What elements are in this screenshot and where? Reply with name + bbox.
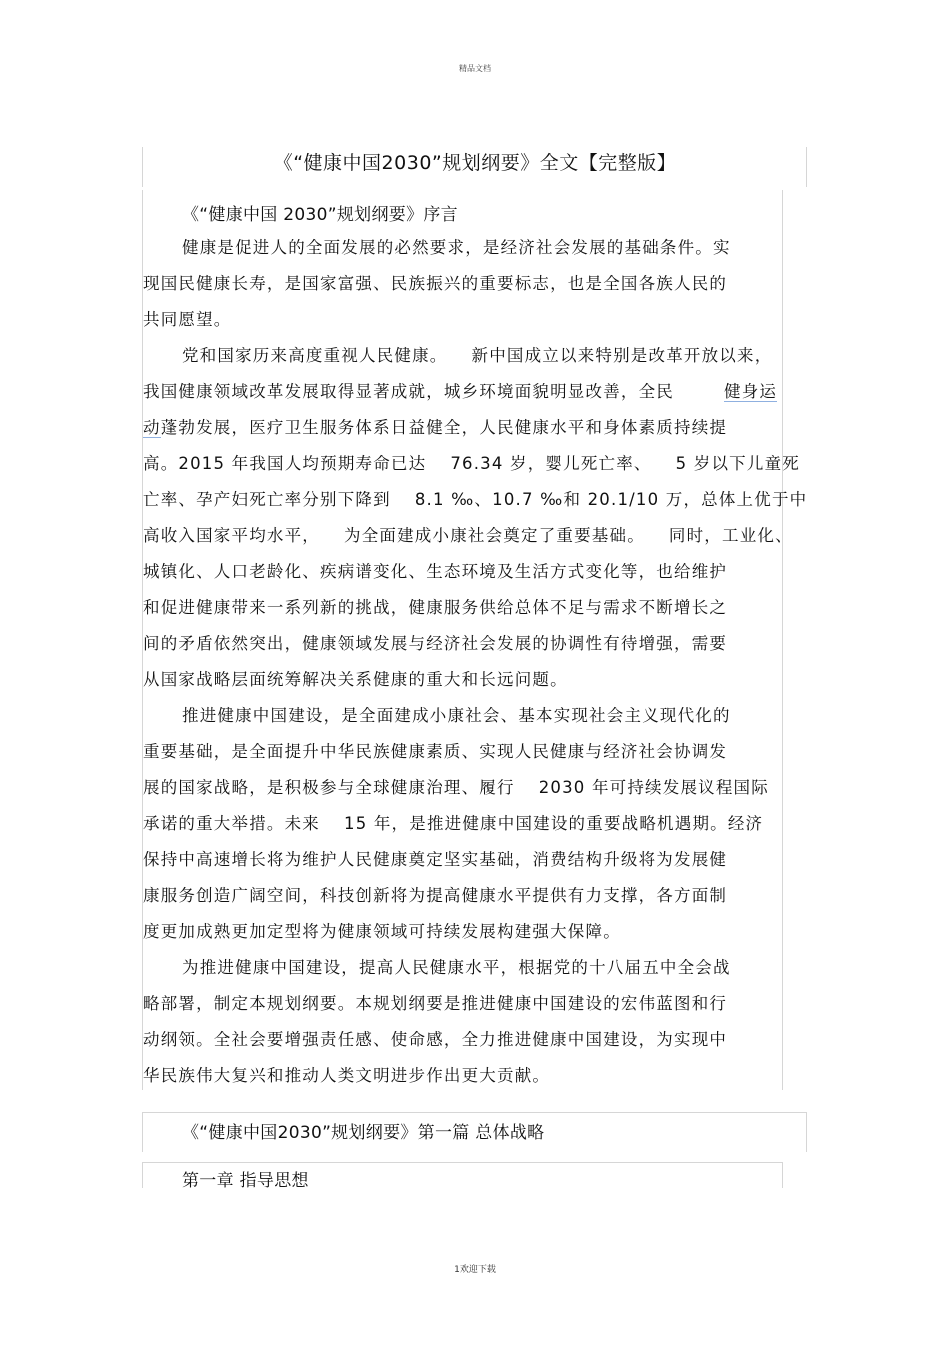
text-line: 略部署，制定本规划纲要。本规划纲要是推进健康中国建设的宏伟蓝图和行 [143,994,728,1013]
text-line: 现国民健康长寿，是国家富强、民族振兴的重要标志，也是全国各族人民的 [143,274,728,293]
border-right-body [782,190,783,1090]
border-top-part [142,1112,807,1113]
text-line: 展的国家战略，是积极参与全球健康治理、履行 2030 年可持续发展议程国际 [143,778,769,797]
text-line: 重要基础，是全面提升中华民族健康素质、实现人民健康与经济社会协调发 [143,742,728,761]
text-line: 城镇化、人口老龄化、疾病谱变化、生态环境及生活方式变化等，也给维护 [143,562,728,581]
text-line: 康服务创造广阔空间，科技创新将为提高健康水平提供有力支撑，各方面制 [143,886,728,905]
text-line: 我国健康领域改革发展取得显著成就，城乡环境面貌明显改善，全民 [143,382,674,401]
link-text[interactable]: 健身运 [724,382,778,401]
text-line: 度更加成熟更加定型将为健康领域可持续发展构建强大保障。 [143,922,621,941]
border-top-chapter [142,1162,782,1163]
part-heading: 《“健康中国2030”规划纲要》第一篇 总体战略 [182,1123,545,1143]
text-line: 推进健康中国建设，是全面建成小康社会、基本实现社会主义现代化的 [182,706,731,725]
text-line: 亡率、孕产妇死亡率分别下降到 8.1 ‰、10.7 ‰和 20.1/10 万，总体上优于中 [143,490,808,509]
footer-page-label: 1欢迎下载 [454,1265,496,1275]
border-left-part [142,1112,143,1152]
text-line: 共同愿望。 [143,310,232,329]
text-line: 间的矛盾依然突出，健康领域发展与经济社会发展的协调性有待增强，需要 [143,634,728,653]
text-line: 华民族伟大复兴和推动人类文明进步作出更大贡献。 [143,1066,551,1085]
text-line: 高。2015 年我国人均预期寿命已达 76.34 岁，婴儿死亡率、 5 岁以下儿童死 [143,454,800,473]
border-right-chapter [782,1162,783,1188]
text-line: 承诺的重大举措。未来 15 年，是推进健康中国建设的重要战略机遇期。经济 [143,814,764,833]
text-line: 保持中高速增长将为维护人民健康奠定坚实基础，消费结构升级将为发展健 [143,850,728,869]
link-text[interactable]: 动 [143,418,161,437]
border-left-chapter [142,1162,143,1188]
text-line: 动蓬勃发展，医疗卫生服务体系日益健全，人民健康水平和身体素质持续提 [143,418,728,437]
text-line: 动纲领。全社会要增强责任感、使命感，全力推进健康中国建设，为实现中 [143,1030,728,1049]
document-title: 《“健康中国2030”规划纲要》全文【完整版】 [273,152,677,174]
chapter-heading: 第一章 指导思想 [182,1171,309,1191]
text-line: 健康是促进人的全面发展的必然要求，是经济社会发展的基础条件。实 [182,238,731,257]
text-line: 从国家战略层面统筹解决关系健康的重大和长远问题。 [143,670,568,689]
text-line: 为推进健康中国建设，提高人民健康水平，根据党的十八届五中全会战 [182,958,731,977]
text-line: 和促进健康带来一系列新的挑战，健康服务供给总体不足与需求不断增长之 [143,598,728,617]
border-right-part [806,1112,807,1152]
preface-heading: 《“健康中国 2030”规划纲要》序言 [182,205,458,225]
header-watermark: 精品文档 [459,64,491,73]
text-line: 高收入国家平均水平， 为全面建成小康社会奠定了重要基础。 同时，工业化、 [143,526,793,545]
text-line: 党和国家历来高度重视人民健康。 新中国成立以来特别是改革开放以来， [182,346,773,365]
